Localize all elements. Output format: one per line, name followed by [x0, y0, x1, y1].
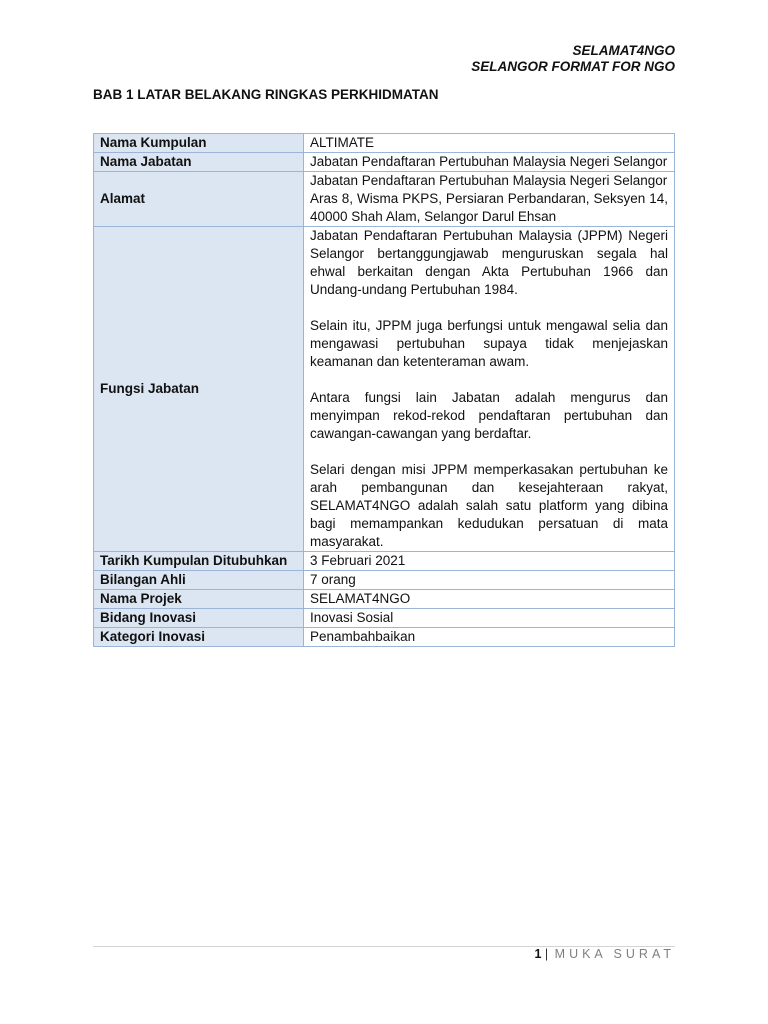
table-row-kategori-inovasi: [94, 628, 675, 647]
page-footer: [534, 947, 675, 961]
alamat-line-1: Jabatan Pendaftaran Pertubuhan Malaysia Negeri Selangor: [310, 173, 668, 188]
alamat-line-2: Aras 8, Wisma PKPS, Persiaran Perbandaran, Seksyen 14, 40000 Shah Alam, Selangor Darul Ehsan: [310, 191, 668, 224]
table-row-nama-projek: [94, 590, 675, 609]
label-nama-kumpulan: Nama Kumpulan: [94, 134, 304, 153]
value-fungsi-jabatan: [304, 227, 675, 552]
label-nama-jabatan: Nama Jabatan: [94, 153, 304, 172]
table-row-bilangan-ahli: [94, 571, 675, 590]
value-nama-kumpulan: ALTIMATE: [304, 134, 675, 153]
fungsi-paragraph-3: Antara fungsi lain Jabatan adalah mengurus dan menyimpan rekod-rekod pendaftaran pertubuhan dan cawangan-cawangan yang berdaftar.: [310, 390, 668, 441]
table-row-bidang-inovasi: [94, 609, 675, 628]
label-bidang-inovasi: Bidang Inovasi: [94, 609, 304, 628]
label-tarikh: Tarikh Kumpulan Ditubuhkan: [94, 552, 304, 571]
value-nama-jabatan: Jabatan Pendaftaran Pertubuhan Malaysia Negeri Selangor: [304, 153, 675, 172]
header-title: SELAMAT4NGO: [572, 43, 675, 58]
label-fungsi-jabatan: Fungsi Jabatan: [94, 227, 304, 552]
label-bilangan-ahli: Bilangan Ahli: [94, 571, 304, 590]
header-subtitle: SELANGOR FORMAT FOR NGO: [471, 58, 675, 74]
value-alamat: [304, 172, 675, 227]
value-nama-projek: SELAMAT4NGO: [304, 590, 675, 609]
table-row-tarikh: [94, 552, 675, 571]
info-table: [93, 133, 675, 647]
value-kategori-inovasi: Penambahbaikan: [304, 628, 675, 647]
table-row-alamat: [94, 172, 675, 227]
label-kategori-inovasi: Kategori Inovasi: [94, 628, 304, 647]
fungsi-paragraph-2: Selain itu, JPPM juga berfungsi untuk mengawal selia dan mengawasi pertubuhan supaya tidak menjejaskan keamanan dan ketenteraman awam.: [310, 318, 668, 369]
table-row-nama-kumpulan: [94, 134, 675, 153]
value-bilangan-ahli: 7 orang: [304, 571, 675, 590]
fungsi-paragraph-4: Selari dengan misi JPPM memperkasakan pertubuhan ke arah pembangunan dan kesejahteraan rakyat, SELAMAT4NGO adalah salah satu platform yang dibina bagi memampankan kedudukan persatuan di mata masyarakat.: [310, 462, 668, 549]
value-tarikh: 3 Februari 2021: [304, 552, 675, 571]
label-nama-projek: Nama Projek: [94, 590, 304, 609]
table-row-fungsi-jabatan: [94, 227, 675, 552]
fungsi-paragraph-1: Jabatan Pendaftaran Pertubuhan Malaysia (JPPM) Negeri Selangor bertanggungjawab menguruskan segala hal ehwal berkaitan dengan Akta Pertubuhan 1966 dan Undang-undang Pertubuhan 1984.: [310, 228, 668, 297]
document-header: [471, 43, 675, 74]
chapter-title: BAB 1 LATAR BELAKANG RINGKAS PERKHIDMATAN: [93, 87, 439, 102]
page-number: 1: [534, 947, 542, 961]
table-row-nama-jabatan: [94, 153, 675, 172]
label-alamat: Alamat: [94, 172, 304, 227]
footer-label: MUKA SURAT: [554, 947, 675, 961]
footer-separator: |: [544, 947, 549, 961]
value-bidang-inovasi: Inovasi Sosial: [304, 609, 675, 628]
